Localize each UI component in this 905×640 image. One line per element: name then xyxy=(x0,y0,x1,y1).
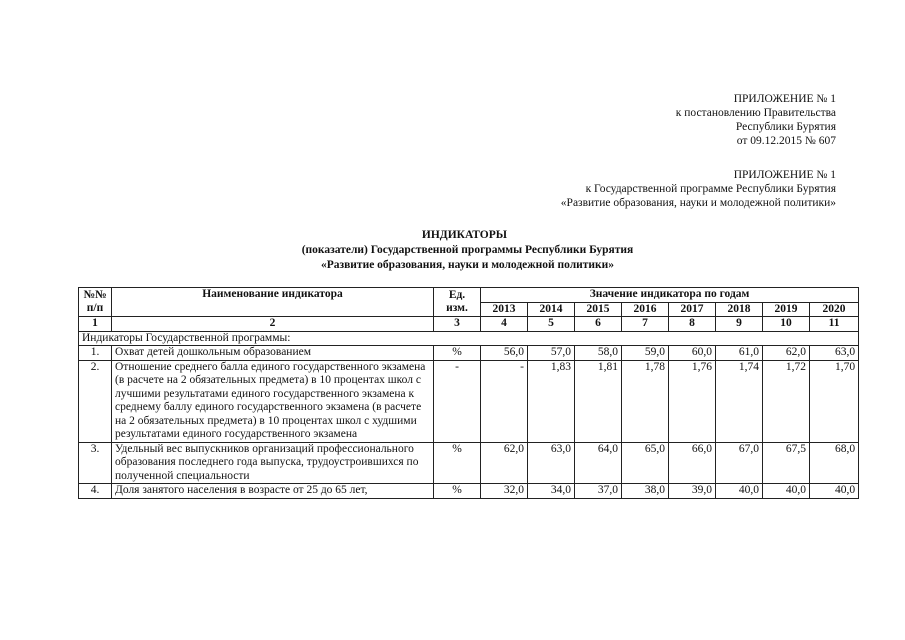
row-value: 1,70 xyxy=(810,360,859,442)
appendix-title: ПРИЛОЖЕНИЕ № 1 xyxy=(733,93,836,105)
appendix-block-resolution xyxy=(676,92,836,148)
row-value: 67,0 xyxy=(716,442,763,484)
row-value: 66,0 xyxy=(669,442,716,484)
header-year: 2015 xyxy=(575,302,622,317)
document-subtitle: (показатели) Государственной программы Республики Бурятия xyxy=(301,244,634,256)
column-number: 11 xyxy=(810,317,859,332)
table-row xyxy=(79,346,859,361)
header-name: Наименование индикатора xyxy=(112,288,434,317)
column-number: 6 xyxy=(575,317,622,332)
row-num: 2. xyxy=(79,360,112,442)
row-value: 68,0 xyxy=(810,442,859,484)
row-name: Отношение среднего балла единого государственного экзамена (в расчете на 2 обязательных предмета) в 10 процентах школ с лучшими результатами единого государственного экзамена к среднему баллу единого государственного экзамена (в расчете на 2 обязательных предмета) в 10 процентах школ с худшими результатами единого государственного экзамена xyxy=(112,360,434,442)
document-title: ИНДИКАТОРЫ xyxy=(421,229,508,241)
row-value: 62,0 xyxy=(481,442,528,484)
row-value: 60,0 xyxy=(669,346,716,361)
row-name: Охват детей дошкольным образованием xyxy=(112,346,434,361)
row-value: 56,0 xyxy=(481,346,528,361)
header-unit-line2: изм. xyxy=(446,302,468,314)
row-value: 59,0 xyxy=(622,346,669,361)
column-number: 8 xyxy=(669,317,716,332)
row-value: 1,81 xyxy=(575,360,622,442)
row-unit: - xyxy=(434,360,481,442)
row-value: 1,78 xyxy=(622,360,669,442)
row-num: 3. xyxy=(79,442,112,484)
row-unit: % xyxy=(434,484,481,499)
section-row xyxy=(79,331,859,346)
column-number: 5 xyxy=(528,317,575,332)
appendix-line: «Развитие образования, науки и молодежной политики» xyxy=(560,197,836,209)
row-value: 65,0 xyxy=(622,442,669,484)
appendix-line: к Государственной программе Республики Бурятия xyxy=(585,183,836,195)
row-value: 34,0 xyxy=(528,484,575,499)
header-values-group: Значение индикатора по годам xyxy=(481,288,859,303)
table-row xyxy=(79,360,859,442)
row-value: 63,0 xyxy=(528,442,575,484)
header-unit-line1: Ед. xyxy=(448,288,466,301)
row-value: 32,0 xyxy=(481,484,528,499)
header-num-line2: п/п xyxy=(86,302,104,314)
row-name: Удельный вес выпускников организаций профессионального образования последнего года выпуска, трудоустроившихся по полученной специальности xyxy=(112,442,434,484)
row-unit: % xyxy=(434,442,481,484)
row-value: 37,0 xyxy=(575,484,622,499)
row-value: 57,0 xyxy=(528,346,575,361)
row-value: 1,74 xyxy=(716,360,763,442)
row-value: 40,0 xyxy=(810,484,859,499)
row-value: 67,5 xyxy=(763,442,810,484)
column-number: 10 xyxy=(763,317,810,332)
header-num-line1: №№ xyxy=(83,288,107,301)
column-number: 4 xyxy=(481,317,528,332)
row-value: 61,0 xyxy=(716,346,763,361)
appendix-date: от 09.12.2015 № 607 xyxy=(736,135,836,147)
header-unit xyxy=(434,288,481,317)
header-year: 2020 xyxy=(810,302,859,317)
row-value: 40,0 xyxy=(763,484,810,499)
row-value: 62,0 xyxy=(763,346,810,361)
row-value: 58,0 xyxy=(575,346,622,361)
row-num: 1. xyxy=(79,346,112,361)
appendix-title: ПРИЛОЖЕНИЕ № 1 xyxy=(733,169,836,181)
section-title: Индикаторы Государственной программы: xyxy=(79,331,859,346)
row-value: 38,0 xyxy=(622,484,669,499)
header-year: 2016 xyxy=(622,302,669,317)
header-year: 2018 xyxy=(716,302,763,317)
column-number: 9 xyxy=(716,317,763,332)
row-value: 1,83 xyxy=(528,360,575,442)
table-row xyxy=(79,442,859,484)
row-value: 1,76 xyxy=(669,360,716,442)
row-value: 1,72 xyxy=(763,360,810,442)
row-value: 40,0 xyxy=(716,484,763,499)
header-year: 2017 xyxy=(669,302,716,317)
column-number: 2 xyxy=(112,317,434,332)
row-name: Доля занятого населения в возрасте от 25 до 65 лет, xyxy=(112,484,434,499)
header-year: 2013 xyxy=(481,302,528,317)
row-value: 39,0 xyxy=(669,484,716,499)
row-value: 63,0 xyxy=(810,346,859,361)
row-unit: % xyxy=(434,346,481,361)
header-year: 2014 xyxy=(528,302,575,317)
indicators-table xyxy=(78,287,859,499)
column-numbers-row xyxy=(79,317,859,332)
header-num xyxy=(79,288,112,317)
row-num: 4. xyxy=(79,484,112,499)
row-value: - xyxy=(481,360,528,442)
table-header-row xyxy=(79,288,859,303)
table-row xyxy=(79,484,859,499)
column-number: 3 xyxy=(434,317,481,332)
column-number: 1 xyxy=(79,317,112,332)
appendix-block-program xyxy=(561,168,836,210)
row-value: 64,0 xyxy=(575,442,622,484)
header-year: 2019 xyxy=(763,302,810,317)
appendix-line: Республики Бурятия xyxy=(735,121,836,133)
appendix-line: к постановлению Правительства xyxy=(675,107,836,119)
document-subtitle-program: «Развитие образования, науки и молодежной политики» xyxy=(320,259,615,271)
column-number: 7 xyxy=(622,317,669,332)
